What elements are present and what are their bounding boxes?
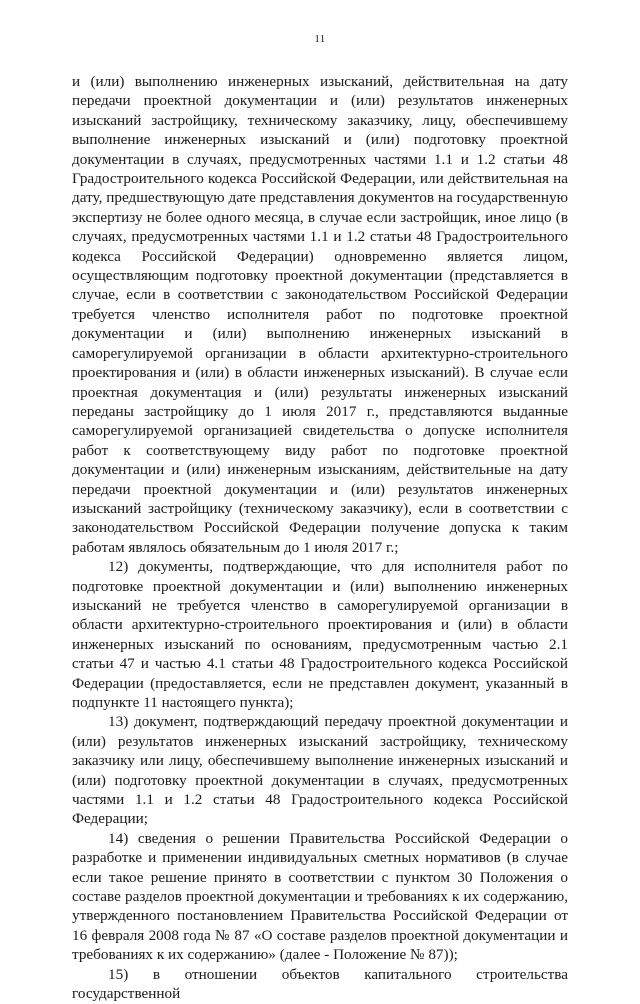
paragraph-item-14: 14) сведения о решении Правительства Российской Федерации о разработке и применении индивидуальных сметных нормативов (в случае если такое решение принято в соответствии с пунктом 30 Положения о составе разделов проектной документации и требованиях к их содержанию, утвержденного постановлением Правительства Российской Федерации от 16 февраля 2008 года № 87 «О составе разделов проектной документации и требованиях к их содержанию» (далее - Положение № 87));: [72, 829, 568, 964]
paragraph-item-12: 12) документы, подтверждающие, что для исполнителя работ по подготовке проектной документации и (или) выполнению инженерных изысканий не требуется членство в саморегулируемой организации в области архитектурно-строительного проектирования и (или) в области инженерных изысканий по основаниям, предусмотренным частью 2.1 статьи 47 и частью 4.1 статьи 48 Градостроительного кодекса Российской Федерации (предоставляется, если не представлен документ, указанный в подпункте 11 настоящего пункта);: [72, 558, 568, 711]
paragraph-item-13: 13) документ, подтверждающий передачу проектной документации и (или) результатов инженерных изысканий застройщику, техническому заказчику или лицу, обеспечившему выполнение инженерных изысканий и (или) подготовку проектной документации в случаях, предусмотренных частями 1.1 и 1.2 статьи 48 Градостроительного кодекса Российской Федерации;: [72, 713, 568, 828]
document-body: [72, 72, 568, 1004]
paragraph-item-11-continued: и (или) выполнению инженерных изысканий, действительная на дату передачи проектной документации и (или) результатов инженерных изысканий застройщику, техническому заказчику, лицу, обеспечившему выполнение инженерных изысканий и (или) подготовку проектной документации в случаях, предусмотренных частями 1.1 и 1.2 статьи 48 Градостроительного кодекса Российской Федерации, или действительная на дату, предшествующую дате представления документов на государственную экспертизу не более одного месяца, в случае если застройщик, иное лицо (в случаях, предусмотренных частями 1.1 и 1.2 статьи 48 Градостроительного кодекса Российской Федерации) одновременно является лицом, осуществляющим подготовку проектной документации (представляется в случае, если в соответствии с законодательством Российской Федерации требуется членство исполнителя работ по подготовке проектной документации и (или) выполнению инженерных изысканий в саморегулируемой организации в области архитектурно-строительного проектирования и (или) в области инженерных изысканий). В случае если проектная документация и (или) результаты инженерных изысканий переданы застройщику до 1 июля 2017 г., представляются выданные саморегулируемой организацией свидетельства о допуске исполнителя работ к соответствующему виду работ по подготовке проектной документации и (или) инженерным изысканиям, действительные на дату передачи проектной документации и (или) результатов инженерных изысканий застройщику (техническому заказчику), если в соответствии с законодательством Российской Федерации получение допуска к таким работам являлось обязательным до 1 июля 2017 г.;: [72, 73, 568, 556]
page-number: 11: [314, 33, 326, 45]
paragraph-item-15: 15) в отношении объектов капитального строительства государственной: [72, 965, 568, 1003]
